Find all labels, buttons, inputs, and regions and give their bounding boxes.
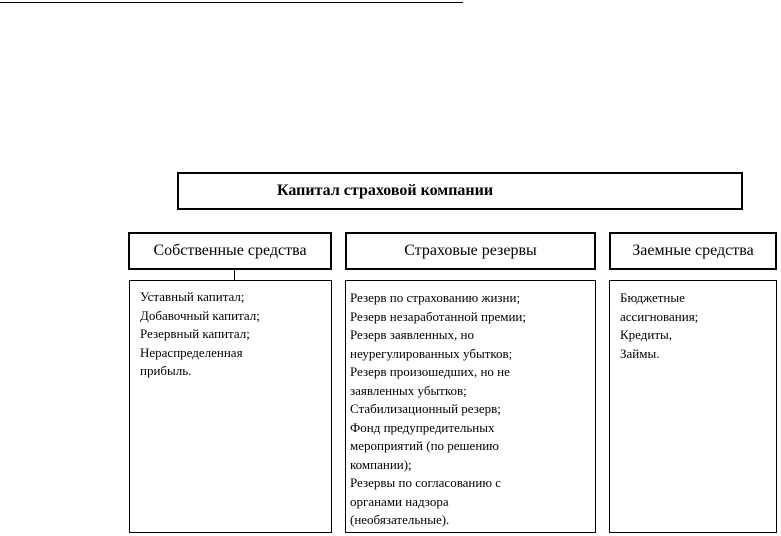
- list-item: Уставный капитал;: [140, 289, 245, 304]
- list-item: ассигнования;: [620, 308, 699, 324]
- detail-box-borrowed-funds: [609, 280, 777, 533]
- list-item: компании);: [350, 456, 412, 472]
- list-item: заявленных убытков;: [350, 382, 467, 398]
- list-item: прибыль.: [140, 363, 192, 378]
- root-node: [177, 172, 743, 210]
- category-label: Собственные средства: [153, 242, 307, 259]
- detail-box-own-funds: [129, 280, 332, 533]
- category-label: Заемные средства: [632, 242, 754, 259]
- list-item: Добавочный капитал;: [140, 307, 260, 323]
- connector-line: [234, 270, 235, 280]
- list-item: органами надзора: [350, 493, 449, 509]
- list-item: Резервный капитал;: [140, 326, 250, 341]
- list-item: Резерв заявленных, но: [350, 327, 474, 342]
- list-item: неурегулированных убытков;: [350, 345, 513, 361]
- list-item: Фонд предупредительных: [350, 419, 495, 435]
- category-label: Страховые резервы: [404, 242, 537, 259]
- list-item: (необязательные).: [350, 512, 450, 527]
- list-item: Резерв произошедших, но не: [350, 364, 510, 379]
- category-node-borrowed-funds: [609, 232, 777, 270]
- list-item: Резервы по согласованию с: [350, 475, 502, 490]
- category-node-insurance-reserves: [345, 232, 596, 270]
- detail-box-insurance-reserves: [345, 280, 596, 533]
- list-item: Кредиты,: [620, 327, 673, 342]
- top-rule: [0, 2, 463, 3]
- root-node-label: Капитал страховой компании: [277, 182, 494, 199]
- list-item: Нераспределенная: [140, 344, 243, 360]
- list-item: Резерв незаработанной премии;: [350, 308, 526, 324]
- list-item: мероприятий (по решению: [350, 438, 499, 453]
- list-item: Займы.: [620, 345, 660, 361]
- list-item: Бюджетные: [620, 290, 685, 305]
- list-item: Резерв по страхованию жизни;: [350, 290, 521, 305]
- list-item: Стабилизационный резерв;: [350, 401, 501, 416]
- category-node-own-funds: [128, 232, 332, 270]
